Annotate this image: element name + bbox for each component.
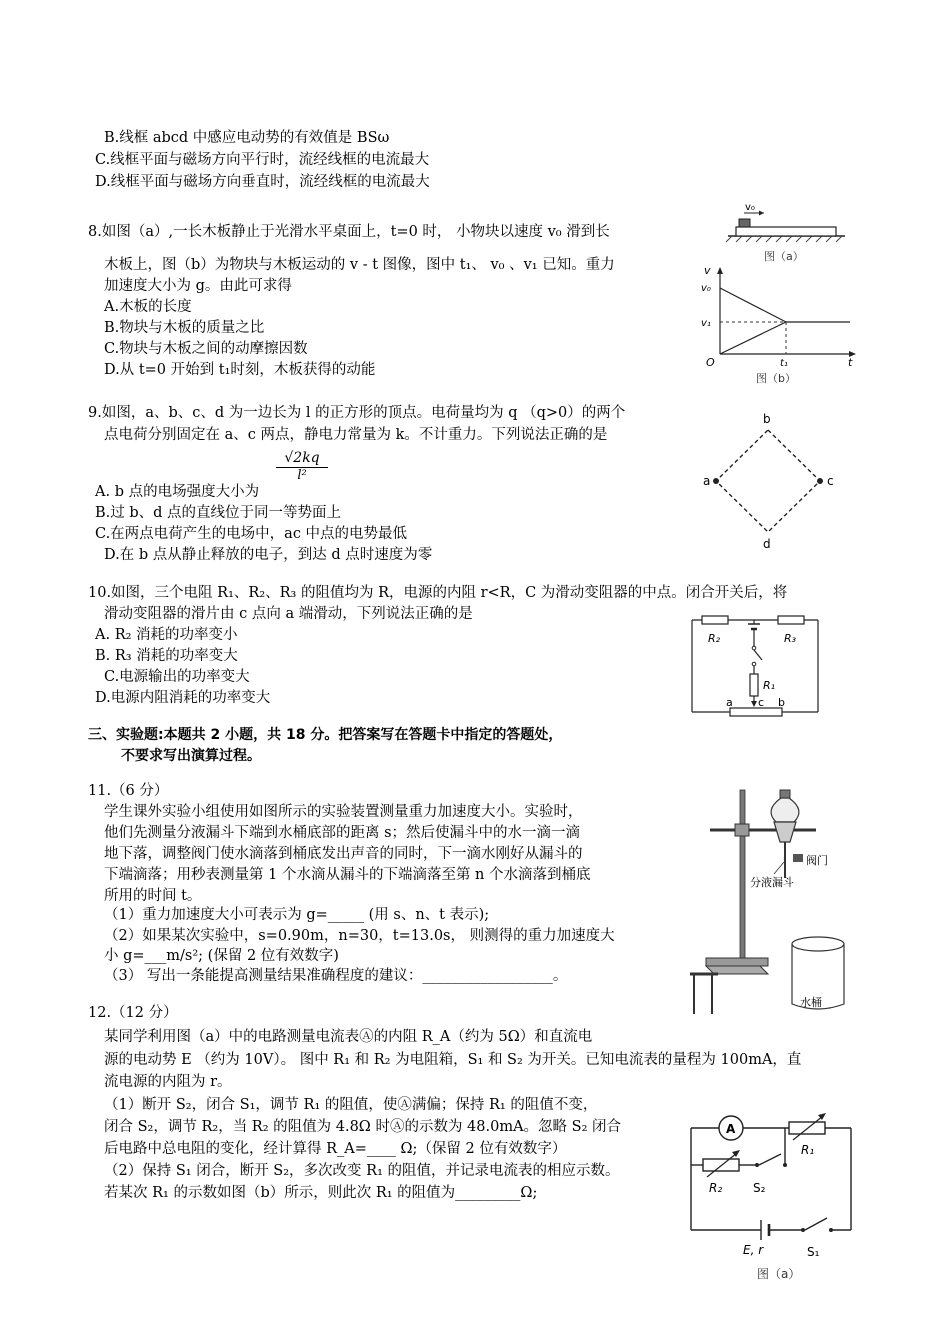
q12-fig-s2-label: S₂ <box>753 1181 766 1195</box>
q9-stem-2: 点电荷分别固定在 a、c 两点，静电力常量为 k。不计重力。下列说法正确的是 <box>104 427 608 443</box>
q9-option-c: C.在两点电荷产生的电场中，ac 中点的电势最低 <box>95 526 408 542</box>
q10-fig-b-label: b <box>778 696 785 709</box>
q10-option-b: B. R₃ 消耗的功率变大 <box>95 648 238 664</box>
q8-option-b: B.物块与木板的质量之比 <box>104 320 265 336</box>
q9-fraction-denominator: l² <box>297 468 307 483</box>
q9-fraction <box>276 450 328 483</box>
q11-para-5: 所用的时间 t。 <box>104 888 202 904</box>
q10-stem-2: 滑动变阻器的滑片由 c 点向 a 端滑动，下列说法正确的是 <box>104 606 473 622</box>
fig-b-t-label: t <box>848 356 853 369</box>
q12-fig-s1-label: S₁ <box>807 1245 820 1259</box>
q7-option-b: B.线框 abcd 中感应电动势的有效值是 BSω <box>104 130 390 146</box>
q10-fig-a-label: a <box>726 696 733 709</box>
q12-fig-caption: 图（a） <box>757 1267 801 1281</box>
q9-stem-1: 9.如图，a、b、c、d 为一边长为 l 的正方形的顶点。电荷量均为 q （q>0）的两个 <box>88 405 626 421</box>
fig-b-v0-label: v₀ <box>701 283 711 294</box>
q10-option-d: D.电源内阻消耗的功率变大 <box>95 690 271 706</box>
q9-option-d: D.在 b 点从静止释放的电子，到达 d 点时速度为零 <box>104 547 433 563</box>
q12-sub-2a: （2）保持 S₁ 闭合，断开 S₂，多次改变 R₁ 的阻值，并记录电流表的相应示数。 <box>104 1163 620 1179</box>
q8-option-c: C.物块与木板之间的动摩擦因数 <box>104 341 308 357</box>
q10-stem-1: 10.如图，三个电阻 R₁、R₂、R₃ 的阻值均为 R，电源的内阻 r<R，C 为滑动变阻器的中点。闭合开关后，将 <box>88 585 788 601</box>
q10-option-c: C.电源输出的功率变大 <box>104 669 250 685</box>
fig-b-v-label: v <box>704 264 711 277</box>
q8-option-a: A.木板的长度 <box>104 299 192 315</box>
q9-option-b: B.过 b、d 点的直线位于同一等势面上 <box>95 505 342 521</box>
fig-a-v0-label: v₀ <box>745 202 755 213</box>
fig-b-origin-label: O <box>706 356 715 369</box>
q11-fig-funnel-label: 分液漏斗 <box>750 876 794 889</box>
q11-para-4: 下端滴落；用秒表测量第 1 个水滴从漏斗的下端滴落至第 n 个水滴落到桶底 <box>104 867 591 883</box>
q11-sub-2b: 小 g=___m/s²; (保留 2 位有效数字) <box>104 948 339 964</box>
q11-para-1: 学生课外实验小组使用如图所示的实验装置测量重力加速度大小。实验时， <box>104 804 583 820</box>
q12-sub-1c: 后电路中总电阻的变化，经计算得 R_A=____ Ω;（保留 2 位有效数字） <box>104 1141 567 1157</box>
q10-figure <box>668 608 848 720</box>
q12-heading: 12.（12 分） <box>88 1005 178 1021</box>
q9-option-a: A. b 点的电场强度大小为 <box>95 484 260 500</box>
q12-sub-1b: 闭合 S₂，调节 R₂，当 R₂ 的阻值为 4.8Ω 时Ⓐ的示数为 48.0mA。忽略 S₂ 闭合 <box>104 1119 622 1135</box>
q12-fig-r1-label: R₁ <box>801 1143 815 1157</box>
section-3-subheading: 不要求写出演算过程。 <box>121 748 261 764</box>
fig-a-caption: 图（a） <box>764 250 804 263</box>
q12-figure-a <box>683 1102 865 1284</box>
q7-option-c: C.线框平面与磁场方向平行时，流经线框的电流最大 <box>95 152 430 168</box>
q8-stem-2: 木板上，图（b）为物块与木板运动的 v - t 图像，图中 t₁、 v₀ 、v₁ 已知。重力 <box>104 257 615 273</box>
q11-fig-valve-label: 阀门 <box>806 854 828 867</box>
q12-fig-ammeter-label: A <box>726 1122 736 1136</box>
q11-sub-2a: （2）如果某次实验中，s=0.90m，n=30，t=13.0s， 则测得的重力加速度大 <box>104 928 615 944</box>
q12-sub-2b: 若某次 R₁ 的示数如图（b）所示，则此次 R₁ 的阻值为_________Ω; <box>104 1185 538 1201</box>
q11-figure <box>688 778 860 1020</box>
q11-sub-1: （1）重力加速度大小可表示为 g=_____ (用 s、n、t 表示); <box>104 907 490 923</box>
q12-para-1: 某同学利用图（a）中的电路测量电流表Ⓐ的内阻 R_A（约为 5Ω）和直流电 <box>104 1029 593 1045</box>
q11-para-2: 他们先测量分液漏斗下端到水桶底部的距离 s；然后使漏斗中的水一滴一滴 <box>104 825 581 841</box>
q10-fig-r3-label: R₃ <box>784 632 797 645</box>
q9-fig-b-label: b <box>763 412 771 426</box>
section-3-heading: 三、实验题:本题共 2 小题，共 18 分。把答案写在答题卡中指定的答题处， <box>88 727 563 743</box>
q8-figure-b <box>698 262 863 387</box>
q10-option-a: A. R₂ 消耗的功率变小 <box>95 627 238 643</box>
q10-fig-c-label: c <box>758 696 765 709</box>
q11-heading: 11.（6 分） <box>88 783 169 799</box>
q11-fig-bucket-label: 水桶 <box>800 996 822 1009</box>
q7-option-d: D.线框平面与磁场方向垂直时，流经线框的电流最大 <box>95 174 430 190</box>
q9-fig-d-label: d <box>763 537 771 551</box>
q12-fig-r2-label: R₂ <box>709 1181 723 1195</box>
q8-option-d: D.从 t=0 开始到 t₁时刻，木板获得的动能 <box>104 362 376 378</box>
q9-figure <box>700 408 850 558</box>
q10-fig-r1-label: R₁ <box>763 679 776 692</box>
q8-figure-a <box>720 196 860 266</box>
q9-fig-a-label: a <box>703 474 711 488</box>
q11-sub-3: （3） 写出一条能提高测量结果准确程度的建议：__________________。 <box>104 968 568 984</box>
q12-sub-1a: （1）断开 S₂，闭合 S₁，调节 R₁ 的阻值，使Ⓐ满偏；保持 R₁ 的阻值不变， <box>104 1097 598 1113</box>
q8-stem-3: 加速度大小为 g。由此可求得 <box>104 278 292 294</box>
q10-fig-r2-label: R₂ <box>708 632 721 645</box>
q9-fig-c-label: c <box>827 474 834 488</box>
q11-para-3: 地下落，调整阀门使水滴落到桶底发出声音的同时，下一滴水刚好从漏斗的 <box>104 846 583 862</box>
q8-stem-1: 8.如图（a）,一长木板静止于光滑水平桌面上，t=0 时， 小物块以速度 v₀ 滑到长 <box>88 224 610 240</box>
q12-para-2: 源的电动势 E （约为 10V）。 图中 R₁ 和 R₂ 为电阻箱，S₁ 和 S₂ 为开关。已知电流表的量程为 100mA，直 <box>104 1052 802 1068</box>
q9-fraction-numerator: √2kq <box>276 450 328 468</box>
q12-para-3: 流电源的内阻为 r。 <box>104 1074 232 1090</box>
fig-b-t1-label: t₁ <box>780 358 788 369</box>
fig-b-v1-label: v₁ <box>701 318 711 329</box>
fig-b-caption: 图（b） <box>756 372 796 385</box>
q12-fig-er-label: E, r <box>743 1243 764 1257</box>
